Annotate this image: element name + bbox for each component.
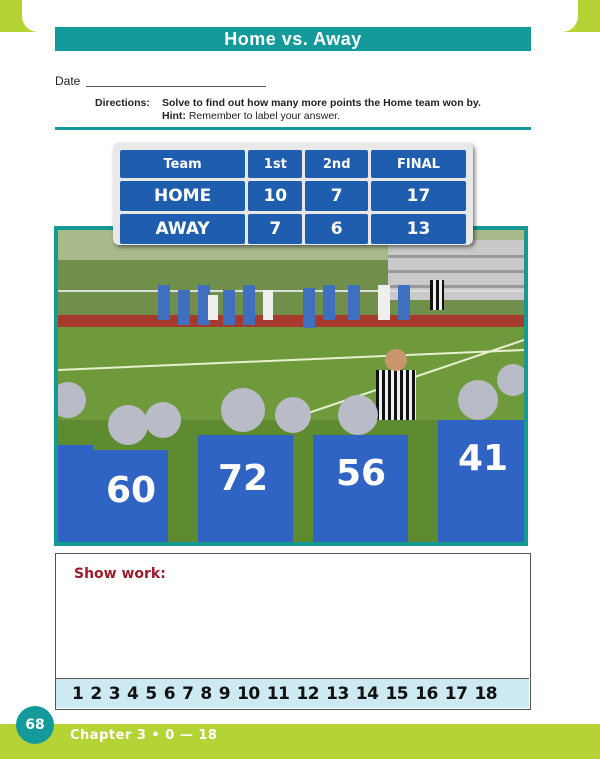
jersey-number: 56 xyxy=(336,453,387,494)
number-line-item[interactable]: 9 xyxy=(218,683,231,704)
jersey-number: 72 xyxy=(218,458,269,499)
football-photo xyxy=(58,230,524,542)
hint-text: Remember to label your answer. xyxy=(188,110,340,122)
number-line-item[interactable]: 7 xyxy=(182,683,194,704)
number-line-item[interactable]: 4 xyxy=(127,683,139,704)
directions-label: Directions: xyxy=(95,97,150,109)
show-work-box[interactable] xyxy=(55,553,531,710)
date-field[interactable] xyxy=(86,86,266,87)
team-name: HOME xyxy=(120,181,245,211)
number-line-item[interactable]: 12 xyxy=(296,683,320,704)
page-title: Home vs. Away xyxy=(55,27,531,51)
footer-chapter: Chapter 3 • 0 — 18 xyxy=(70,728,218,743)
header-team: Team xyxy=(120,150,245,178)
number-line-item[interactable]: 6 xyxy=(163,683,176,704)
score-second: 6 xyxy=(305,214,368,244)
football-photo-illustration xyxy=(58,230,524,542)
number-line-item[interactable]: 5 xyxy=(145,683,157,704)
header-final: FINAL xyxy=(371,150,466,178)
number-line-item[interactable]: 1 xyxy=(72,683,84,704)
hint xyxy=(162,110,340,122)
header-second: 2nd xyxy=(305,150,368,178)
number-line-item[interactable]: 10 xyxy=(237,683,260,704)
number-line-item[interactable]: 3 xyxy=(108,683,121,704)
score-final: 17 xyxy=(371,181,466,211)
header-first: 1st xyxy=(248,150,302,178)
jersey-number: 41 xyxy=(458,438,509,479)
score-first: 10 xyxy=(248,181,302,211)
number-line-item[interactable]: 17 xyxy=(444,683,468,704)
team-name: AWAY xyxy=(120,214,245,244)
number-line-item[interactable]: 16 xyxy=(415,683,438,704)
directions-text: Solve to find out how many more points the Home team won by. xyxy=(162,97,481,109)
scoreboard xyxy=(113,143,473,245)
score-first: 7 xyxy=(248,214,302,244)
score-header-row xyxy=(120,150,466,178)
score-final: 13 xyxy=(371,214,466,244)
number-line-item[interactable]: 13 xyxy=(326,683,349,704)
number-line-item[interactable]: 2 xyxy=(90,683,102,704)
score-row-home xyxy=(120,181,466,211)
show-work-label: Show work: xyxy=(74,566,166,582)
number-line xyxy=(56,678,529,708)
number-line-item[interactable]: 14 xyxy=(355,683,379,704)
jersey-number: 60 xyxy=(106,470,157,511)
number-line-item[interactable]: 11 xyxy=(266,683,290,704)
score-row-away xyxy=(120,214,466,244)
number-line-item[interactable]: 8 xyxy=(200,683,212,704)
score-second: 7 xyxy=(305,181,368,211)
page-number: 68 xyxy=(16,706,54,744)
score-table xyxy=(117,147,469,247)
date-label: Date xyxy=(55,74,81,88)
hint-label: Hint: xyxy=(162,110,186,122)
divider xyxy=(55,127,531,130)
number-line-item[interactable]: 18 xyxy=(474,683,498,704)
number-line-item[interactable]: 15 xyxy=(385,683,409,704)
